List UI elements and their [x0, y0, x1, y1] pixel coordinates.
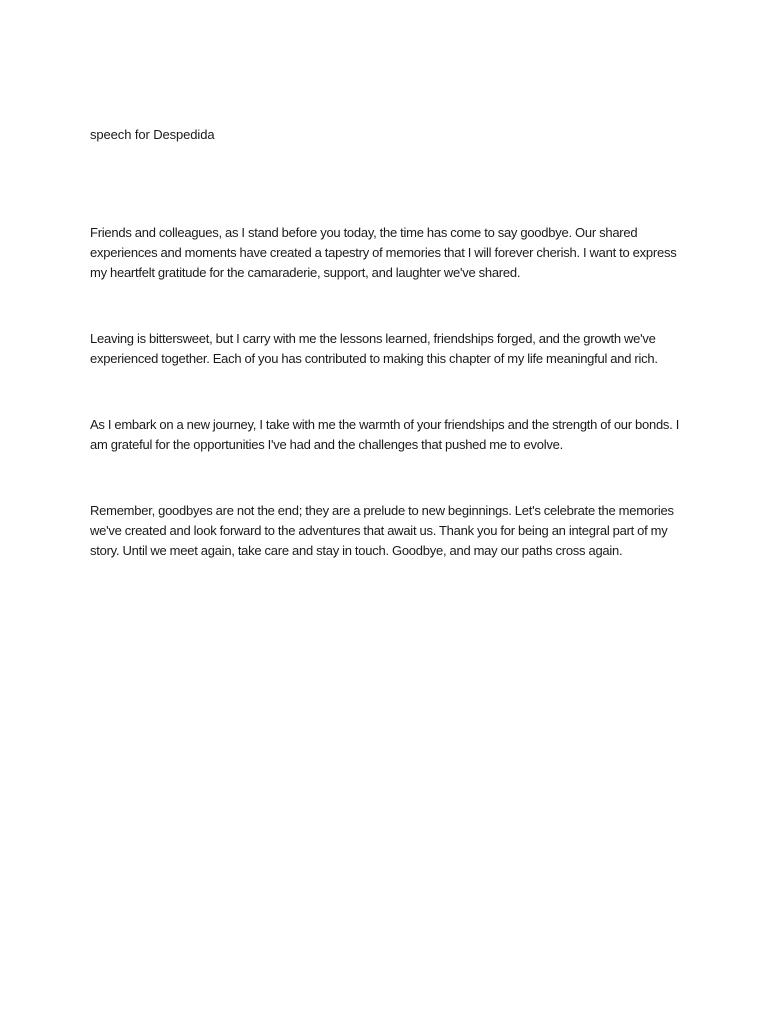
paragraph-farewell-intro: Friends and colleagues, as I stand before you today, the time has come to say goodbye. Our shared experiences and moments have created a tapestry of memories that I will forever cherish. I want to express my heartfelt gratitude for the camaraderie, support, and laughter we've shared. — [90, 225, 677, 280]
paragraph-new-journey: As I embark on a new journey, I take with me the warmth of your friendships and the strength of our bonds. I am grateful for the opportunities I've had and the challenges that pushed me to evolve. — [90, 417, 680, 452]
document-title: speech for Despedida — [90, 127, 215, 142]
paragraph-bittersweet: Leaving is bittersweet, but I carry with me the lessons learned, friendships forged, and the growth we've experienced together. Each of you has contributed to making this chapter of my life meaningful and rich. — [90, 331, 658, 366]
paragraph-closing: Remember, goodbyes are not the end; they are a prelude to new beginnings. Let's celebrate the memories we've created and look forward to the adventures that await us. Thank you for being an integral part of my story. Until we meet again, take care and stay in touch. Goodbye, and may our paths cross again. — [90, 503, 674, 558]
